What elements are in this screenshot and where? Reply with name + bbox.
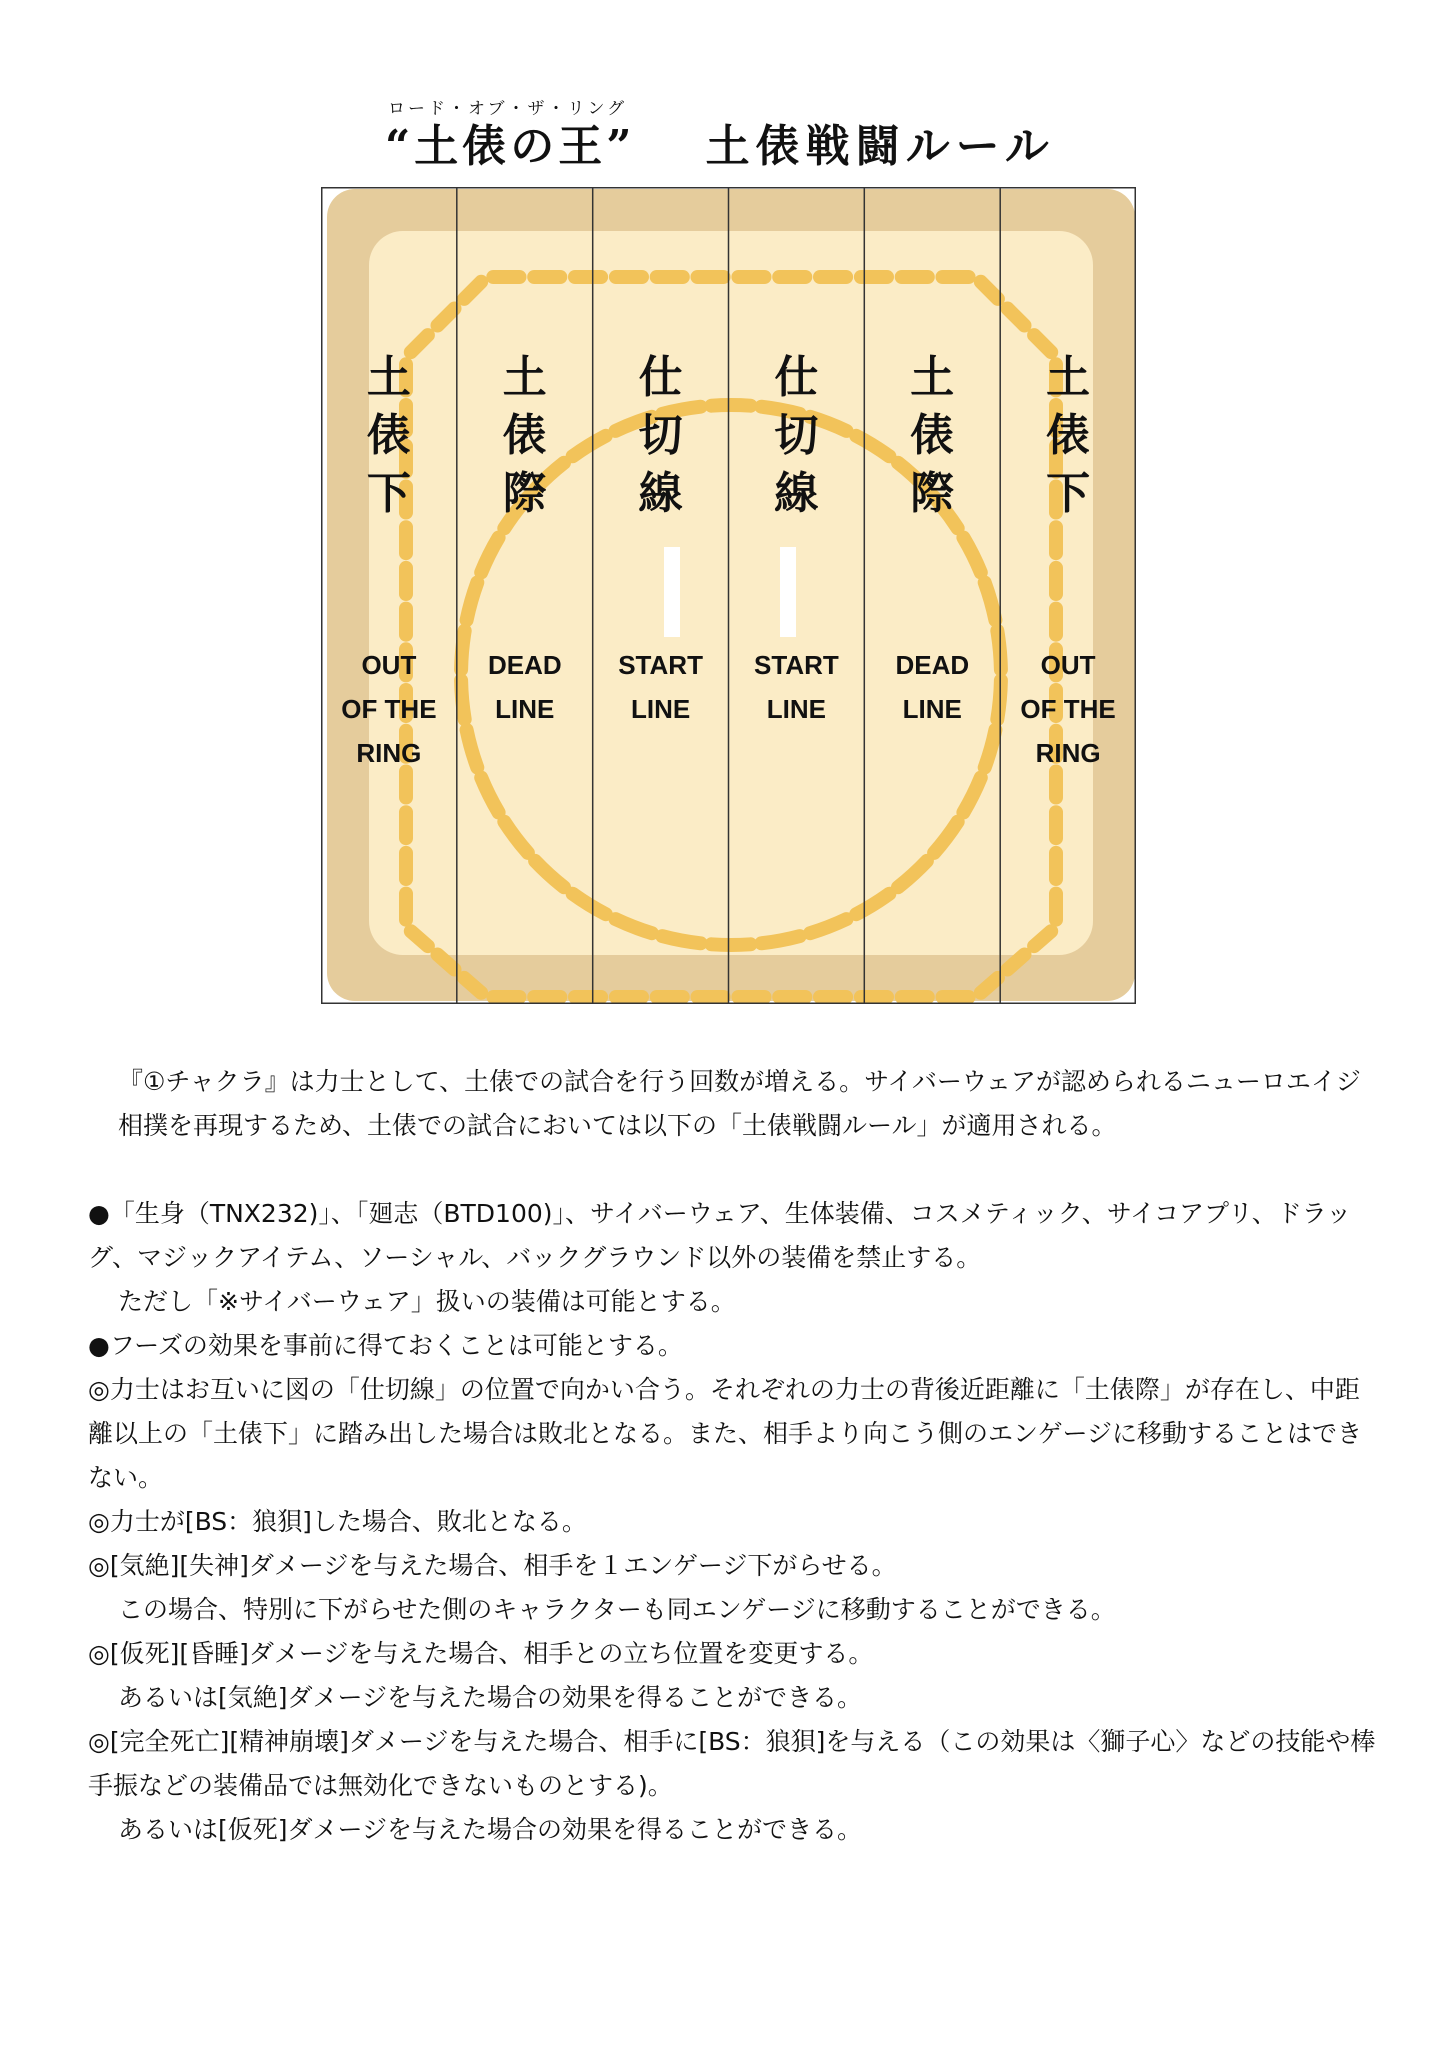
column-english: LINE bbox=[766, 694, 827, 724]
rule-item: ◎力士が[BS：狼狽]した場合、敗北となる。 bbox=[88, 1507, 587, 1536]
column-english: LINE bbox=[495, 694, 555, 724]
rule-item: あるいは[仮死]ダメージを与えた場合の効果を得ることができる。 bbox=[118, 1815, 863, 1844]
column-english: LINE bbox=[902, 694, 962, 724]
rule-item: ◎[完全死亡][精神崩壊]ダメージを与えた場合、相手に[BS：狼狽]を与える（この効果は〈獅子心〉などの技能や棒手振などの装備品では無効化できないものとする)。 bbox=[88, 1727, 1376, 1800]
column-kanji: 土 bbox=[366, 352, 411, 403]
column-english: RING bbox=[356, 738, 422, 768]
column-kanji: 下 bbox=[1046, 468, 1091, 519]
page-title bbox=[385, 112, 1055, 172]
column-kanji: 土 bbox=[910, 352, 955, 403]
dohyo-svg bbox=[321, 187, 1136, 1004]
column-kanji: 俵 bbox=[366, 410, 411, 461]
column-kanji: 切 bbox=[774, 410, 819, 461]
title-ruby: ロード・オブ・ザ・リング bbox=[388, 99, 628, 119]
column-kanji: 土 bbox=[1046, 352, 1091, 403]
column-english: LINE bbox=[630, 694, 691, 724]
column-kanji: 際 bbox=[502, 468, 547, 519]
rule-item: あるいは[気絶]ダメージを与えた場合の効果を得ることができる。 bbox=[118, 1683, 863, 1712]
rule-item: ●「生身（TNX232)」、「廻志（BTD100)」、サイバーウェア、生体装備、コスメティック、サイコアプリ、ドラッグ、マジックアイテム、ソーシャル、バックグラウンド以外の装備を禁止する。 bbox=[88, 1199, 1352, 1272]
column-kanji: 切 bbox=[638, 410, 683, 461]
rule-item: ◎[仮死][昏睡]ダメージを与えた場合、相手との立ち位置を変更する。 bbox=[88, 1639, 874, 1668]
rule-item: ◎[気絶][失神]ダメージを与えた場合、相手を１エンゲージ下がらせる。 bbox=[88, 1551, 897, 1580]
title-main: “土俵の王” bbox=[385, 121, 636, 172]
column-english: START bbox=[754, 650, 839, 680]
column-kanji: 俵 bbox=[502, 410, 547, 461]
circle-rope-segment bbox=[461, 631, 465, 670]
dohyo-diagram bbox=[321, 187, 1136, 1004]
column-kanji: 俵 bbox=[910, 410, 955, 461]
column-kanji: 俵 bbox=[1046, 410, 1091, 461]
column-english: OF THE bbox=[1020, 694, 1116, 724]
start-line-mark bbox=[780, 547, 796, 637]
column-kanji: 線 bbox=[638, 468, 683, 519]
circle-rope-segment bbox=[712, 944, 751, 945]
column-kanji: 際 bbox=[910, 468, 955, 519]
circle-rope-segment bbox=[662, 936, 700, 943]
intro-paragraph: 『①チャクラ』は力士として、土俵での試合を行う回数が増える。サイバーウェアが認められるニューロエイジ相撲を再現するため、土俵での試合においては以下の「土俵戦闘ルール」が適用される。 bbox=[118, 1067, 1361, 1140]
column-english: DEAD bbox=[895, 650, 970, 680]
title-sub: 土俵戦闘ルール bbox=[705, 121, 1055, 172]
column-english: OUT bbox=[361, 650, 417, 680]
start-line-mark bbox=[664, 547, 680, 637]
column-kanji: 下 bbox=[366, 468, 411, 519]
rule-item: ◎力士はお互いに図の「仕切線」の位置で向かい合う。それぞれの力士の背後近距離に「土俵際」が存在し、中距離以上の「土俵下」に踏み出した場合は敗北となる。また、相手より向こう側のエンゲージに移動することはできない。 bbox=[88, 1375, 1363, 1492]
column-kanji: 仕 bbox=[774, 352, 819, 403]
column-english: START bbox=[618, 650, 703, 680]
column-english: OUT bbox=[1040, 650, 1096, 680]
column-kanji: 土 bbox=[502, 352, 547, 403]
circle-rope-segment bbox=[712, 405, 751, 406]
rule-item: ●フーズの効果を事前に得ておくことは可能とする。 bbox=[88, 1331, 683, 1360]
circle-rope-segment bbox=[761, 936, 799, 943]
column-kanji: 線 bbox=[774, 468, 819, 519]
rules-text bbox=[88, 1060, 1378, 1852]
column-english: RING bbox=[1035, 738, 1101, 768]
circle-rope-segment bbox=[461, 680, 465, 719]
rules-list bbox=[88, 1192, 1378, 1852]
column-english: DEAD bbox=[487, 650, 562, 680]
rule-item: この場合、特別に下がらせた側のキャラクターも同エンゲージに移動することができる。 bbox=[118, 1595, 1116, 1624]
rule-item: ただし「※サイバーウェア」扱いの装備は可能とする。 bbox=[118, 1287, 736, 1316]
column-english: OF THE bbox=[341, 694, 437, 724]
column-kanji: 仕 bbox=[638, 352, 683, 403]
